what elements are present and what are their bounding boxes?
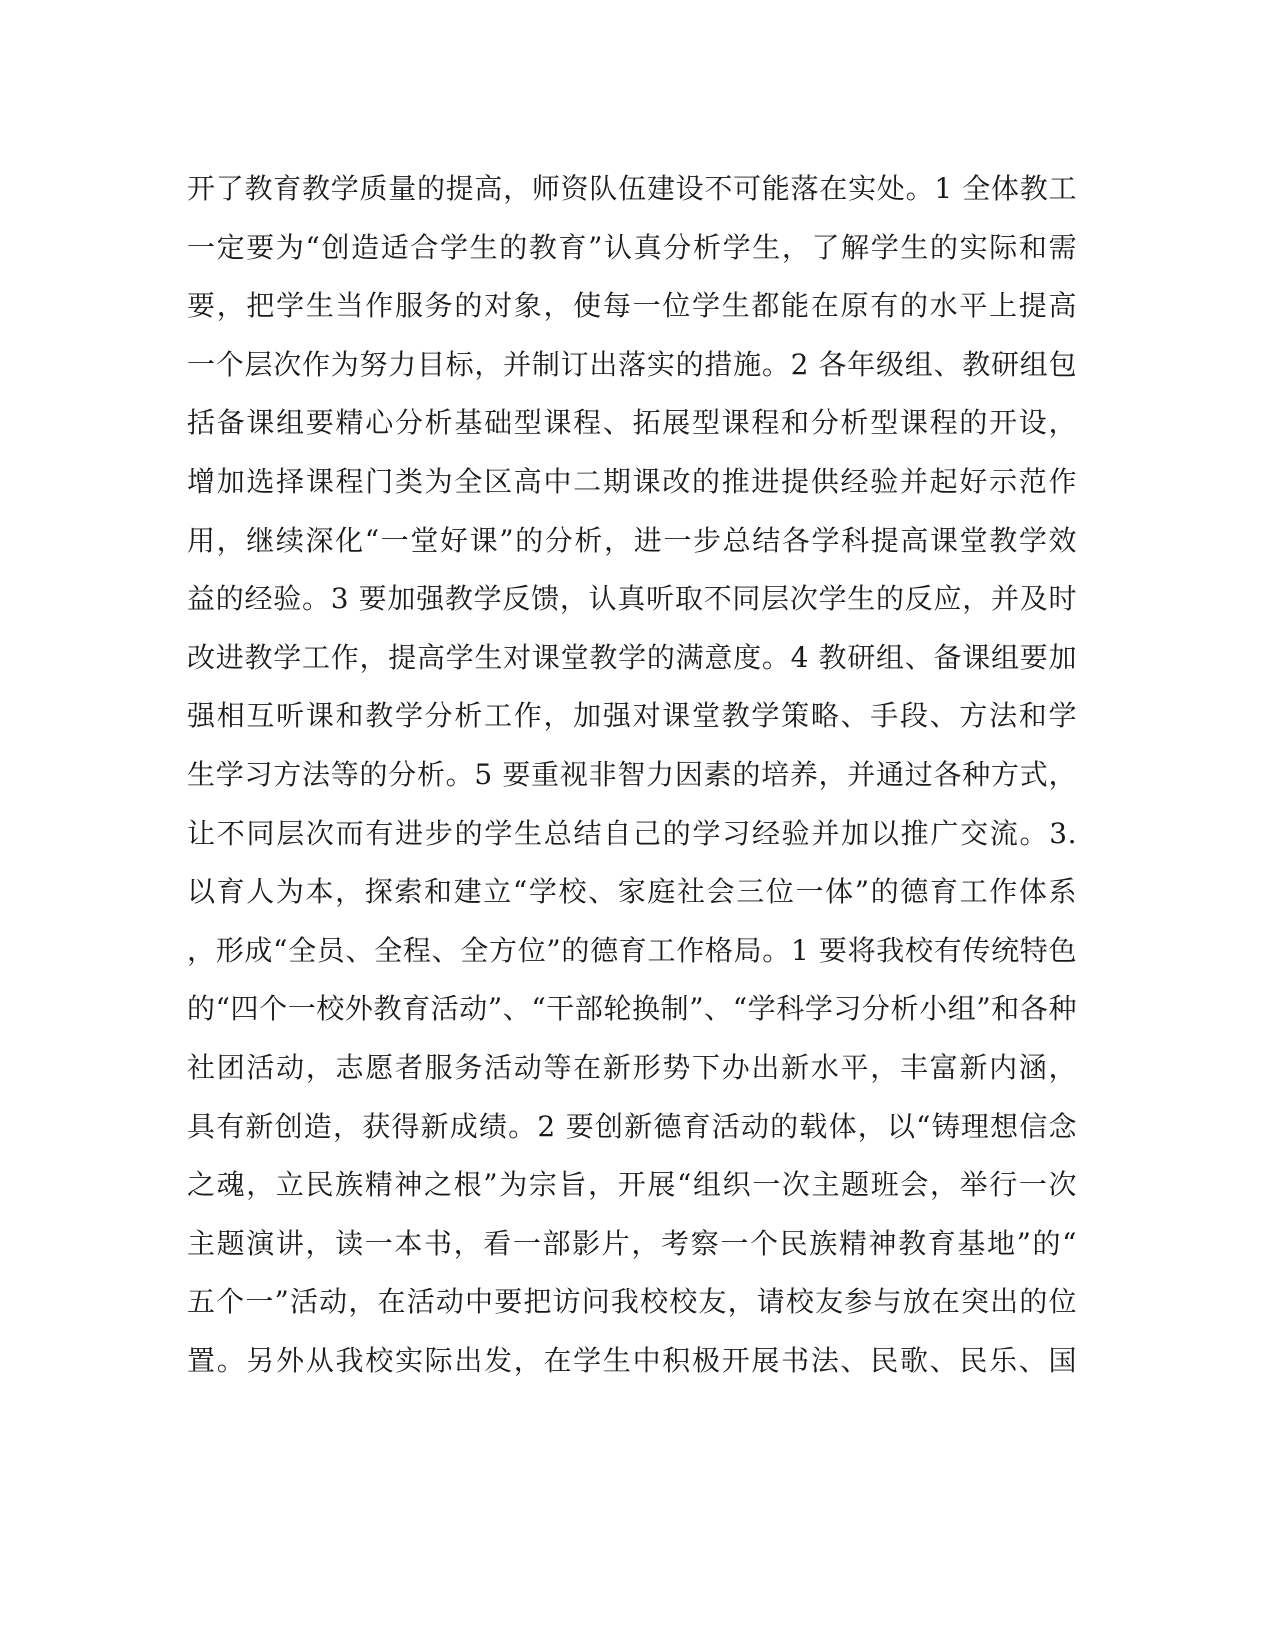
- text-line: 增加选择课程门类为全区高中二期课改的推进提供经验并起好示范作: [187, 464, 1077, 498]
- text-line: 开了教育教学质量的提高，师资队伍建设不可能落在实处。1 全体教工: [187, 172, 1077, 205]
- text-line: 主题演讲，读一本书，看一部影片，考察一个民族精神教育基地”的“: [187, 1226, 1077, 1260]
- text-line: 一个层次作为努力目标，并制订出落实的措施。2 各年级组、教研组包: [187, 347, 1077, 381]
- text-line: 生学习方法等的分析。5 要重视非智力因素的培养，并通过各种方式，: [187, 757, 1077, 791]
- text-line: 强相互听课和教学分析工作，加强对课堂教学策略、手段、方法和学: [187, 699, 1077, 733]
- text-line: 的“四个一校外教育活动”、“干部轮换制”、“学科学习分析小组”和各种: [187, 992, 1077, 1026]
- text-line: 改进教学工作，提高学生对课堂教学的满意度。4 教研组、备课组要加: [187, 640, 1077, 674]
- text-line: 社团活动，志愿者服务活动等在新形势下办出新水平，丰富新内涵，: [187, 1050, 1077, 1084]
- text-line: 要，把学生当作服务的对象，使每一位学生都能在原有的水平上提高: [187, 289, 1077, 323]
- text-line: 具有新创造，获得新成绩。2 要创新德育活动的载体，以“铸理想信念: [187, 1109, 1077, 1143]
- text-line: 置。另外从我校实际出发，在学生中积极开展书法、民歌、民乐、国: [187, 1343, 1077, 1377]
- text-line: 括备课组要精心分析基础型课程、拓展型课程和分析型课程的开设，: [187, 406, 1077, 440]
- text-line: 五个一”活动，在活动中要把访问我校校友，请校友参与放在突出的位: [187, 1285, 1077, 1319]
- text-line: 一定要为“创造适合学生的教育”认真分析学生，了解学生的实际和需: [187, 230, 1077, 264]
- text-line: 益的经验。3 要加强教学反馈，认真听取不同层次学生的反应，并及时: [187, 582, 1077, 616]
- body-text: [187, 160, 1077, 1390]
- text-line: 用，继续深化“一堂好课”的分析，进一步总结各学科提高课堂教学效: [187, 523, 1077, 557]
- text-line: 之魂，立民族精神之根”为宗旨，开展“组织一次主题班会，举行一次: [187, 1168, 1077, 1202]
- text-line: 让不同层次而有进步的学生总结自己的学习经验并加以推广交流。3.: [187, 816, 1077, 850]
- text-line: ，形成“全员、全程、全方位”的德育工作格局。1 要将我校有传统特色: [187, 933, 1077, 967]
- text-line: 以育人为本，探索和建立“学校、家庭社会三位一体”的德育工作体系: [187, 875, 1077, 909]
